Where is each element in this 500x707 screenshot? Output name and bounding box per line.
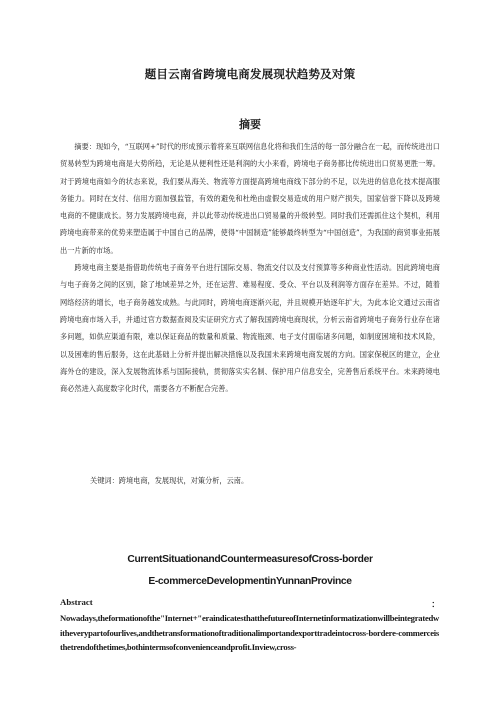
abstract-paragraph-2: 跨境电商主要是指借助传统电子商务平台进行国际交易、物流交付以及支付预算等多种商业性活动。因此跨境电商与电子商务之间的区别，除了地域差异之外，还在运营、难易程度、受众、平台以及利润等方面存在差异。不过，随着网络经济的增长，电子商务越发成熟。与此同时，跨境电商逐渐兴起，并且规模开始逐年扩大，为此本论文通过云南省跨境电商市场入手，并通过官方数据查阅及实证研究方式了解我国跨境电商现状，分析云南省跨境电子商务行业存在诸多问题，如供应渠道有限，难以保证商品的数量和质量、物流瓶颈、电子支付面临诸多问题，如制度困境和技术风险，以及困难的售后服务，这在此基础上分析并提出解决措施以及我国未来跨境电商发展的方向。国家保税区的建立，企业海外仓的建设，深入发展物流体系与国际接轨，贯彻落实实名制、保护用户信息安全，完善售后系统平台。未来跨境电商必然进入高度数字化时代，需要各方不断配合完善。 [60,263,440,394]
english-title-line-1: CurrentSituationandCountermeasuresofCross-border [127,554,373,565]
english-abstract-colon: ： [431,599,440,609]
english-abstract-text: Nowadays,theformationofthe"Internet+"eraindicatesthatthefutureofInternetinformatizationwillbeintegratedwitheverypartofourlives,andthetransformationoftraditionalimportandexporttradeintocross-bordere-commerceisthetrendofthetimes,bothintermsofconvenienceandprofit.Inview,cross- [60,613,440,652]
abstract-body [60,138,440,397]
english-abstract-label: Abstract [60,597,93,607]
english-title [0,549,500,593]
english-title-line-2: E-commerceDevelopmentinYunnanProvince [148,576,352,587]
abstract-paragraph-1: 摘要：现如今，“互联网+”时代的形成预示着将来互联网信息化将和我们生活的每一部分融合在一起，而传统进出口贸易转型为跨境电商是大势所趋，无论是从便利性还是利润的大小来看，跨境电子商务都比传统进出口贸易更胜一筹。对于跨境电商如今的状态来说，我们要从海关、物流等方面提高跨境电商线下部分的不足，以先进的信息化技术提高服务能力。同时在支付、信用方面加强监管，有效的避免和杜绝由虚假交易造成的用户财产损失，国家信誉下降以及跨境电商的不健康成长。努力发展跨境电商，并以此带动传统进出口贸易量的升级转型。同时我们还需抓住这个契机，利用跨境电商带来的优势来塑造属于中国自己的品牌，使得“中国制造”能够最终转型为“中国创造”，为我国的商贸事业拓展出一片新的市场。 [60,142,440,255]
abstract-heading: 摘要 [239,118,261,131]
keywords-line: 关键词：跨境电商，发展现状，对策分析，云南。 [90,476,249,485]
english-abstract-label-row [60,597,440,611]
document-title: 题目云南省跨境电商发展现状趋势及对策 [144,67,356,81]
